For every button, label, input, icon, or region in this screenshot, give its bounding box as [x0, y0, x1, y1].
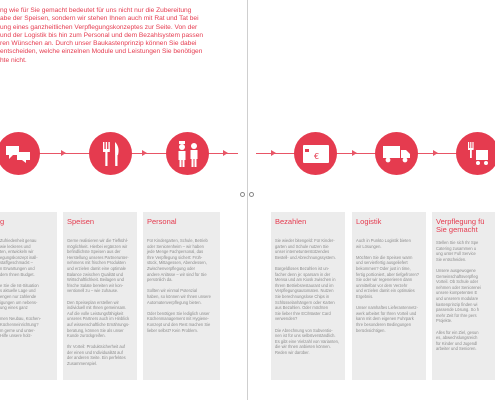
fork-knife-circle	[89, 132, 132, 175]
card-verpflegung	[432, 212, 495, 380]
flow-arrow	[142, 150, 147, 156]
fork-knife-icon	[100, 141, 122, 167]
card-paragraph: Sie wieder bitengeld: Für Kinder- garten und Schule nutzen Sie unser internetunterstützendes Bestell- und Abrechnungssystem.	[275, 238, 336, 260]
staff-people-circle	[166, 132, 209, 175]
card-title: g	[0, 217, 5, 226]
payment-card-icon	[303, 145, 329, 163]
card-paragraph: Den Speiseplan erstellen wir individuell mit Ihnen gemeinsam. Auf die volle Leistungsfähigkeit unseres Partners auch im Hinblick auf wissenschaftliche Ernährungs- beratung, können Sie als unser Kunde zurückgreifen.	[67, 299, 130, 339]
card-title: Verpflegung fü Sie gemacht	[436, 217, 485, 234]
card-paragraph: Stellen Sie sich Ihr Spe Catering zusammen u ung unter Full Service Sie entscheiden.	[436, 240, 479, 262]
card-paragraph: Zufriedenheit genau wie leckeres und ten, entwickeln wir egungskonzept inall- staffgeschmackt – n Erwartungen und dem Ihnen Budget.	[0, 238, 38, 277]
card-paragraph: Bargeldloses Bezahlen ist un- facher denn je: sparsam in der Mensa und am Kiosk zwischen in Ihrem Betriebsrestaurant und im Verpflegungsautomaten. Nutzen Sie berechnungslose Chips in Schlüsselanhängern oder Karten aus Bezahlen. Oder möchten Sie lieber Ihre EC/Master Card verwenden?	[275, 265, 336, 322]
payment-card-circle	[294, 132, 337, 175]
intro-text: ng wie für Sie gemacht bedeutet für uns nicht nur die Zubereitung abe der Speisen, sondern wir stehen Ihnen auch mit Rat und Tat bei ung eines ganzheitlichen Verpflegungskonzeptes zur Seite. Von der und der Logistik bis hin zum Personal und dem Bezahlsystem passen ren Wünschen an. Durch unser Baukastenprinzip können Sie dabei entscheiden, welche einzelnen Module und Leistungen Sie benötigen hte nicht.	[0, 7, 204, 64]
card-paragraph: Ihr Vorteil: Produktsicherheit auf der einen und Individualität auf der anderen Seite. Ein perfektes Zusammenspiel.	[67, 344, 126, 367]
card-title: Bezahlen	[275, 217, 307, 226]
card-paragraph: Sollten wir einmal Potenzial haben, so können wir Ihnen unsere Automatenverpflegung bieten.	[147, 288, 211, 305]
card-speisen	[63, 212, 137, 380]
flow-arrow	[433, 150, 438, 156]
flow-arrow	[61, 150, 66, 156]
card-paragraph: Für Kindergarten, Schule, Betrieb oder Seniorenheim – wir haben jede Menge Fachpersonal, das Ihre Verpflegung sichert: Früh- stück, Mittagessen, Abendessen, Zwischenverpflegung oder andere Anlässe – wir sind für Sie persönlich da.	[147, 238, 208, 283]
svg-text:€: €	[313, 151, 319, 161]
card-paragraph: Auch in Punkto Logistik bieten wir Lösungen.	[356, 238, 411, 249]
card-paragraph: Die Abrechnung von Subventio- nen ist für uns selbstverständlich. Es gibt eine Vielzahl von Varianten, die wir Ihnen anbieten können. Reden wir darüber.	[275, 327, 340, 355]
card-title: Personal	[147, 217, 177, 226]
spine-marker	[240, 192, 245, 197]
chat-bubbles-icon	[6, 144, 32, 164]
spine-marker	[249, 192, 254, 197]
chat-bubbles-circle	[0, 132, 40, 175]
card-paragraph: men Neubau, Küchen- Küchenneinrichtung? m gerne und unter- Hilfe unsere holz-	[0, 316, 41, 339]
card-logistik	[352, 212, 426, 380]
card-paragraph: Unser namhaftes Lieferantennetz- werk arbeitet für Ihren Vorteil und kann mit dem eigenen Fuhrpark Ihre besonderen Bedingungen berücksichtigen.	[356, 305, 418, 333]
meals-on-wheels-circle	[456, 132, 495, 175]
card-beratung	[0, 212, 57, 380]
card-paragraph: Möchten Sie die Speisen warm und servierfertig ausgeliefert bekommen? Oder just in time, fertig portioniert, aber tiefgefroren? Sie oder wir regenerieren dann unmittelbar vor dem Verzehr und erzielen damit ein optimales Ergebnis.	[356, 254, 420, 299]
card-personal	[143, 212, 220, 380]
flow-arrow	[223, 150, 228, 156]
flow-arrow	[352, 150, 357, 156]
card-title: Speisen	[67, 217, 95, 226]
flow-arrow	[271, 150, 276, 156]
delivery-truck-icon	[383, 144, 411, 164]
card-paragraph: Unsere ausgewogene Gemeinschaftsverpfleg Vorteil. Ob Schule oder nehmen oder Seniorenei unsere kompetenten E und unserem modulare kastenprinzip finden wi passende Lösung. So h mehr Zeit für Ihre pers Projekte.	[436, 267, 481, 324]
card-paragraph: Alles für ein Ziel, gesun es, abwechslungsreich für Kinder und Jugendl arbeiter und Senioren.	[436, 329, 479, 352]
card-paragraph: Gerne realisieren wir die Tiefkühl- möglichkeit. Hierbei ergänzen wir befindlichste Speisen aus der Herstellung unseres Partnerunter- nehmens mit frischen Produkten und erzielen damit eine optimale Balance zwischen Qualität und Wirtschaftlichkeit. Beilagen und frische Salate bereiten wir kon- ventionell zu – wie zuhause.	[67, 238, 129, 294]
card-bezahlen	[271, 212, 345, 380]
card-paragraph: Oder benötigen Sie lediglich unser Küchenmanagement mit Hygiene- Konzept und den Rest machen Sie lieber selbst? Kein Problem.	[147, 310, 211, 333]
card-title: Logistik	[356, 217, 382, 226]
delivery-truck-circle	[375, 132, 418, 175]
meals-on-wheels-icon	[467, 142, 489, 166]
card-paragraph: e Sie die Ist-Situation s aktuelle Lage und engen nur zahlende igungen um nebens- ung eines ganz	[0, 282, 39, 311]
page-spine-divider	[247, 0, 248, 400]
staff-people-icon	[175, 141, 201, 167]
